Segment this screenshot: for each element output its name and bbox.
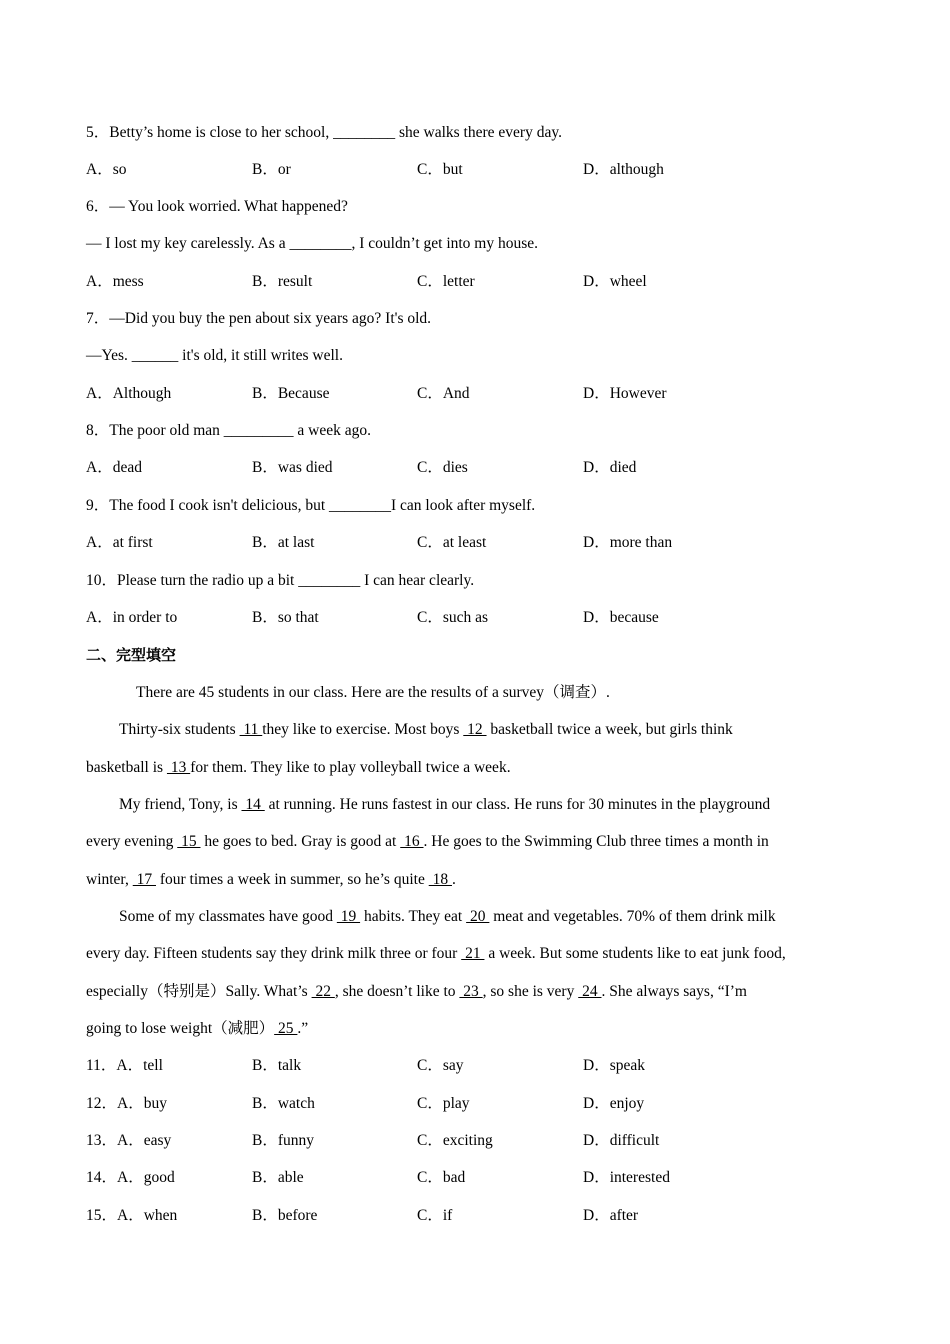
blank-11: 11 bbox=[239, 721, 263, 738]
option-d: D．died bbox=[583, 459, 637, 476]
option-d: D．speak bbox=[583, 1057, 645, 1074]
option-a: 14．A．good bbox=[86, 1169, 175, 1186]
option-b: B．able bbox=[252, 1169, 304, 1186]
blank-16: 16 bbox=[400, 833, 424, 850]
option-c: C．such as bbox=[417, 609, 489, 626]
question-9-stem: 9．The food I cook isn't delicious, but ________I can look after myself. bbox=[86, 497, 536, 514]
question-5-stem: 5．Betty’s home is close to her school, ________ she walks there every day. bbox=[86, 124, 562, 141]
blank-21: 21 bbox=[461, 945, 485, 962]
question-7-stem-2: —Yes. ______ it's old, it still writes well. bbox=[86, 347, 343, 364]
cloze-14-options bbox=[86, 1168, 886, 1188]
option-d: D．although bbox=[583, 161, 664, 178]
blank-13: 13 bbox=[166, 759, 191, 776]
option-a: A．so bbox=[86, 161, 127, 178]
question-5-options bbox=[86, 160, 886, 180]
passage-line: every evening 15 he goes to bed. Gray is good at 16 . He goes to the Swimming Club three times a month in bbox=[86, 833, 769, 850]
blank-15: 15 bbox=[177, 833, 201, 850]
question-10-options bbox=[86, 608, 886, 628]
option-d: D．interested bbox=[583, 1169, 670, 1186]
blank-20: 20 bbox=[466, 908, 490, 925]
option-a: A．in order to bbox=[86, 609, 178, 626]
option-c: C．but bbox=[417, 161, 463, 178]
option-c: C．say bbox=[417, 1057, 464, 1074]
question-7-stem: 7．—Did you buy the pen about six years ago? It's old. bbox=[86, 310, 432, 327]
passage-line: especially（特别是）Sally. What’s 22 , she doesn’t like to 23 , so she is very 24 . She always says, “I’m bbox=[86, 983, 747, 1000]
question-6-stem: 6．— You look worried. What happened? bbox=[86, 198, 348, 215]
passage-line: going to lose weight（减肥） 25 .” bbox=[86, 1020, 309, 1037]
option-d: D．wheel bbox=[583, 273, 647, 290]
blank-24: 24 bbox=[578, 983, 602, 1000]
option-b: B．watch bbox=[252, 1095, 315, 1112]
question-6-options bbox=[86, 272, 886, 292]
option-a: A．dead bbox=[86, 459, 142, 476]
option-c: C．letter bbox=[417, 273, 475, 290]
blank-25: 25 bbox=[274, 1020, 298, 1037]
option-c: C．exciting bbox=[417, 1132, 493, 1149]
passage-line: winter, 17 four times a week in summer, so he’s quite 18 . bbox=[86, 871, 456, 888]
cloze-13-options bbox=[86, 1131, 886, 1151]
option-b: B．was died bbox=[252, 459, 333, 476]
option-d: D．However bbox=[583, 385, 667, 402]
option-b: B．Because bbox=[252, 385, 330, 402]
passage-line: every day. Fifteen students say they drink milk three or four 21 a week. But some students like to eat junk food, bbox=[86, 945, 786, 962]
option-c: C．bad bbox=[417, 1169, 466, 1186]
option-b: B．at last bbox=[252, 534, 315, 551]
question-8-options bbox=[86, 458, 886, 478]
blank-18: 18 bbox=[428, 871, 452, 888]
option-a: 12．A．buy bbox=[86, 1095, 167, 1112]
passage-line: Some of my classmates have good 19 habits. They eat 20 meat and vegetables. 70% of them drink milk bbox=[119, 908, 776, 925]
option-b: B．funny bbox=[252, 1132, 315, 1149]
question-10-stem: 10．Please turn the radio up a bit ________ I can hear clearly. bbox=[86, 572, 475, 589]
blank-12: 12 bbox=[463, 721, 487, 738]
blank-19: 19 bbox=[336, 908, 361, 925]
option-b: B．so that bbox=[252, 609, 319, 626]
question-8-stem: 8．The poor old man _________ a week ago. bbox=[86, 422, 371, 439]
passage-line: Thirty-six students 11 they like to exercise. Most boys 12 basketball twice a week, but girls think bbox=[119, 721, 733, 738]
passage-line: basketball is 13 for them. They like to play volleyball twice a week. bbox=[86, 759, 511, 776]
option-d: D．because bbox=[583, 609, 659, 626]
option-c: C．if bbox=[417, 1207, 453, 1224]
question-6-stem-2: — I lost my key carelessly. As a ________, I couldn’t get into my house. bbox=[86, 235, 539, 252]
option-b: B．result bbox=[252, 273, 313, 290]
option-a: A．at first bbox=[86, 534, 153, 551]
option-c: C．play bbox=[417, 1095, 470, 1112]
option-c: C．at least bbox=[417, 534, 487, 551]
option-a: 11．A．tell bbox=[86, 1057, 163, 1074]
option-d: D．difficult bbox=[583, 1132, 660, 1149]
option-c: C．And bbox=[417, 385, 470, 402]
cloze-11-options bbox=[86, 1056, 886, 1076]
passage-intro: There are 45 students in our class. Here are the results of a survey（调查）. bbox=[136, 684, 610, 701]
passage-line: My friend, Tony, is 14 at running. He runs fastest in our class. He runs for 30 minutes in the playground bbox=[119, 796, 771, 813]
blank-22: 22 bbox=[311, 983, 335, 1000]
section-heading: 二、完型填空 bbox=[86, 646, 177, 664]
blank-23: 23 bbox=[459, 983, 483, 1000]
question-9-options bbox=[86, 533, 886, 553]
cloze-12-options bbox=[86, 1094, 886, 1114]
option-d: D．enjoy bbox=[583, 1095, 645, 1112]
option-d: D．after bbox=[583, 1207, 639, 1224]
option-a: 15．A．when bbox=[86, 1207, 178, 1224]
option-b: B．or bbox=[252, 161, 291, 178]
blank-14: 14 bbox=[241, 796, 265, 813]
option-b: B．before bbox=[252, 1207, 318, 1224]
option-b: B．talk bbox=[252, 1057, 302, 1074]
blank-17: 17 bbox=[132, 871, 156, 888]
option-c: C．dies bbox=[417, 459, 468, 476]
option-a: A．mess bbox=[86, 273, 144, 290]
cloze-15-options bbox=[86, 1206, 886, 1226]
option-a: 13．A．easy bbox=[86, 1132, 172, 1149]
question-7-options bbox=[86, 384, 886, 404]
option-a: A．Although bbox=[86, 385, 172, 402]
option-d: D．more than bbox=[583, 534, 673, 551]
